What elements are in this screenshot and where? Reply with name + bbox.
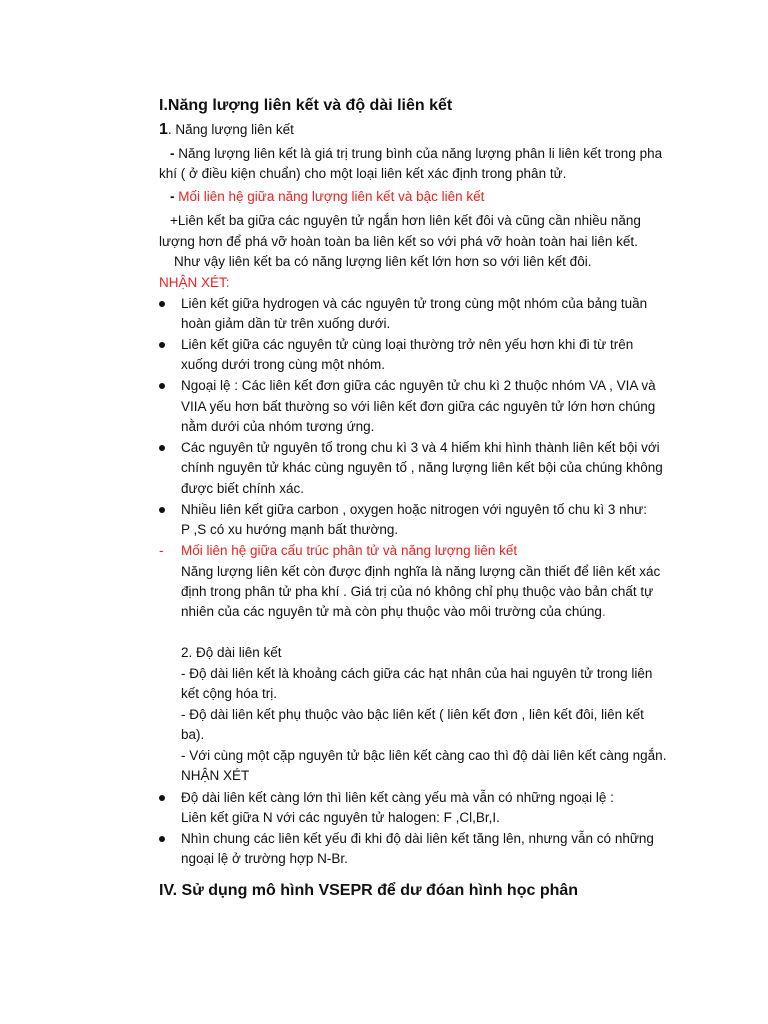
length-line-1a: - Độ dài liên kết là khoảng cách giữa các hạt nhân của hai nguyên tử trong liên [181,666,653,681]
note-label: NHẬN XÉT: [159,275,230,290]
bullet2-1-line-2: Liên kết giữa N với các nguyên tử halogen: F ,Cl,Br,I. [181,810,500,825]
bullet-dot [159,836,165,842]
bullet-dot [159,795,165,801]
definition-line-1 [170,144,662,164]
bullet2-2-line-1: Nhìn chung các liên kết yếu đi khi độ dài liên kết tăng lên, nhưng vẫn có những [181,831,654,846]
bullet-dot [159,342,165,348]
bullet-2-line-1: Liên kết giữa các nguyên tử cùng loại thường trở nên yếu hơn khi đi từ trên [181,337,634,352]
subsection-heading-2: 2. Độ dài liên kết [181,645,282,660]
dash-marker: - [170,146,175,161]
relation-heading-text: Mối liên hệ giữa năng lượng liên kết và bậc liên kết [178,189,485,204]
section-title: I.Năng lượng liên kết và độ dài liên kết [159,97,453,114]
bullet2-2-line-2: ngoại lệ ở trường hợp N-Br. [181,851,348,866]
bullet-1-line-2: hoàn giảm dần từ trên xuống dưới. [181,316,391,331]
relation-heading [170,187,484,207]
length-line-2b: ba). [181,727,205,742]
length-line-2a: - Độ dài liên kết phụ thuộc vào bậc liên kết ( liên kết đơn , liên kết đôi, liên kết [181,707,644,722]
bullet-3-line-1: Ngoại lệ : Các liên kết đơn giữa các nguyên tử chu kì 2 thuộc nhóm VA , VIA và [181,378,656,393]
plus-line-1: +Liên kết ba giữa các nguyên tử ngắn hơn liên kết đôi và cũng cần nhiều năng [170,213,641,228]
bullet-dot [159,383,165,389]
bullet-4-line-3: được biết chính xác. [181,481,304,496]
subsection-number: 1 [159,121,168,138]
bullet-dot [159,301,165,307]
subsection-title: . Năng lượng liên kết [167,122,294,137]
length-line-1b: kết cộng hóa trị. [181,686,278,701]
bullet-dot [159,507,165,513]
structure-line-2: định trong phân tử pha khí . Giá trị của nó không chỉ phụ thuộc vào bản chất tự [181,584,654,599]
note2-label: NHẬN XÉT [181,768,250,783]
bullet2-1-line-1: Độ dài liên kết càng lớn thì liên kết càng yếu mà vẫn có những ngoại lệ : [181,790,614,805]
bullet-1-line-1: Liên kết giữa hydrogen và các nguyên tử trong cùng một nhóm của bảng tuần [181,296,648,311]
structure-line-3 [181,602,606,622]
bullet-dot [159,445,165,451]
dash-marker: - [170,189,175,204]
dash-marker: - [159,543,164,558]
bullet-3-line-2: VIIA yếu hơn bất thường so với liên kết đơn giữa các nguyên tử lớn hơn chúng [181,399,656,414]
bullet-5-line-2: P ,S có xu hướng mạnh bất thường. [181,522,399,537]
plus-line-2: lượng hơn để phá vỡ hoàn toàn ba liên kết so với phá vỡ hoàn toàn hai liên kết. [159,234,638,249]
definition-text: Năng lượng liên kết là giá trị trung bình của năng lượng phân li liên kết trong pha [178,146,663,161]
bullet-3-line-3: nằm dưới của nhóm tương ứng. [181,419,375,434]
subsection-heading-1 [159,120,294,140]
length-line-3: - Với cùng một cặp nguyên tử bậc liên kết càng cao thì độ dài liên kết càng ngắn. [181,748,667,763]
definition-line-2: khí ( ở điều kiện chuẩn) cho một loại liên kết xác định trong phân tử. [159,166,567,181]
section-4-title: IV. Sử dụng mô hình VSEPR để dư đóan hình học phân [159,882,579,899]
plus-line-3: Như vậy liên kết ba có năng lượng liên kết lớn hơn so với liên kết đôi. [174,254,592,269]
structure-heading: Mối liên hệ giữa cấu trúc phân tử và năng lượng liên kết [181,543,518,558]
bullet-4-line-2: chính nguyên tử khác cùng nguyên tố , năng lượng liên kết bội của chúng không [181,460,663,475]
bullet-5-line-1: Nhiều liên kết giữa carbon , oxygen hoặc nitrogen với nguyên tố chu kì 3 như: [181,502,647,517]
bullet-4-line-1: Các nguyên tử nguyên tố trong chu kì 3 và 4 hiếm khi hình thành liên kết bội với [181,440,660,455]
bullet-2-line-2: xuống dưới trong cùng một nhóm. [181,357,386,372]
structure-line-1: Năng lượng liên kết còn được định nghĩa là năng lượng cần thiết để liên kết xác [181,564,661,579]
structure-line-3-text: nhiên của các nguyên tử mà còn phụ thuộc vào môi trường của chúng [181,604,602,619]
structure-line-3-period: . [601,604,606,619]
